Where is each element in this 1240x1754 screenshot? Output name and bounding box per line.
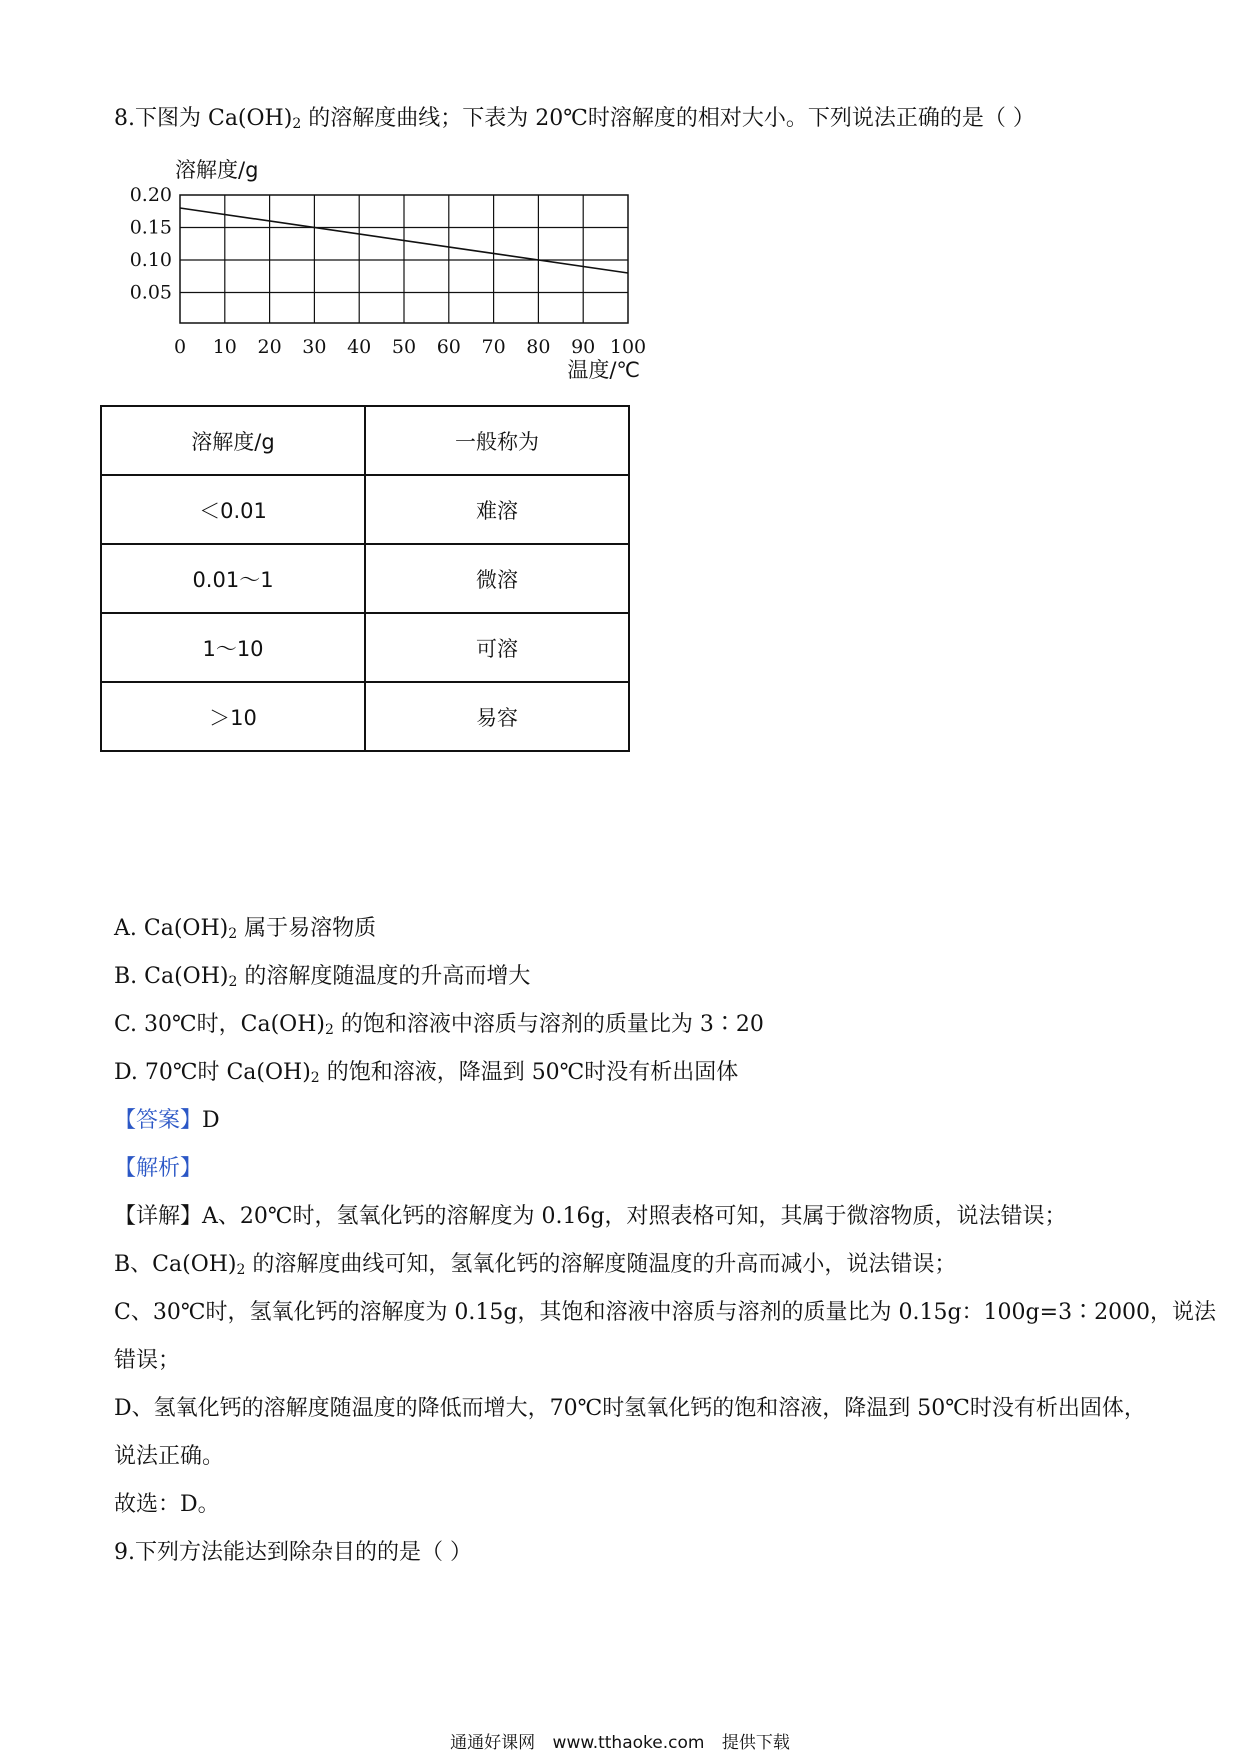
- footer-site: 通通好课网: [450, 1733, 536, 1753]
- solubility-chart: [120, 150, 660, 390]
- stem-text: 8.下图为 Ca(OH): [114, 106, 293, 131]
- x-tick-label: 100: [609, 336, 647, 358]
- option-d-text: D. 70℃时 Ca(OH): [114, 1060, 311, 1085]
- option-b-text-after: 的溶解度随温度的升高而增大: [237, 964, 531, 989]
- stem-text-after: 的溶解度曲线；下表为 20℃时溶解度的相对大小。下列说法正确的是（ ）: [301, 106, 1035, 131]
- option-b-text: B. Ca(OH): [114, 964, 229, 989]
- solubility-chart-svg: [120, 150, 660, 390]
- y-tick-label: 0.05: [129, 281, 172, 304]
- detail-line-2-text: B、Ca(OH): [114, 1252, 237, 1277]
- table-cell: 0.01～1: [101, 544, 365, 613]
- option-d-text-after: 的饱和溶液，降温到 50℃时没有析出固体: [319, 1060, 739, 1085]
- detail-line-2-subscript: 2: [236, 1262, 246, 1278]
- x-axis-label: 温度/℃: [567, 358, 640, 382]
- table-header-row: [101, 406, 629, 475]
- detail-line-2-text-after: 的溶解度曲线可知，氢氧化钙的溶解度随温度的升高而减小，说法错误；: [245, 1252, 957, 1277]
- table-cell: 易容: [365, 682, 629, 751]
- detail-line-1: 【详解】A、20℃时，氢氧化钙的溶解度为 0.16g，对照表格可知，其属于微溶物质，说法错误；: [114, 1204, 1067, 1229]
- x-tick-label: 90: [571, 336, 596, 358]
- x-tick-label: 0: [173, 336, 187, 358]
- table-cell: 微溶: [365, 544, 629, 613]
- table-row: [101, 682, 629, 751]
- option-a-subscript: 2: [228, 926, 238, 942]
- detail-line-6: 说法正确。: [114, 1444, 225, 1469]
- option-a-text-after: 属于易溶物质: [237, 916, 377, 941]
- x-tick-label: 70: [481, 336, 506, 358]
- option-c-subscript: 2: [324, 1022, 334, 1038]
- option-a-text: A. Ca(OH): [114, 916, 229, 941]
- answer-line: [114, 1106, 220, 1136]
- solubility-table: [100, 405, 630, 752]
- option-c-text: C. 30℃时，Ca(OH): [114, 1012, 325, 1037]
- option-c: [114, 1010, 764, 1045]
- y-tick-label: 0.20: [129, 184, 172, 206]
- option-b-subscript: 2: [228, 974, 238, 990]
- option-d: [114, 1058, 738, 1093]
- table-cell: 难溶: [365, 475, 629, 544]
- option-c-text-after: 的饱和溶液中溶质与溶剂的质量比为 3∶20: [333, 1012, 764, 1037]
- table-cell: 可溶: [365, 613, 629, 682]
- detail-line-3: C、30℃时，氢氧化钙的溶解度为 0.15g，其饱和溶液中溶质与溶剂的质量比为 0.15g：100g=3∶2000，说法: [114, 1300, 1217, 1325]
- table-row: [101, 544, 629, 613]
- y-axis-label: 溶解度/g: [175, 158, 259, 182]
- question-9-stem: 9.下列方法能达到除杂目的的是（ ）: [114, 1540, 472, 1565]
- option-d-subscript: 2: [310, 1070, 320, 1086]
- x-tick-label: 40: [347, 336, 372, 358]
- option-b: [114, 962, 530, 997]
- answer-label: 【答案】: [114, 1108, 203, 1133]
- y-tick-label: 0.15: [129, 216, 172, 239]
- question-8-stem: [114, 104, 1035, 139]
- detail-line-5: D、氢氧化钙的溶解度随温度的降低而增大，70℃时氢氧化钙的饱和溶液，降温到 50℃时没有析出固体，: [114, 1396, 1146, 1421]
- x-tick-label: 30: [302, 336, 327, 358]
- stem-subscript: 2: [292, 116, 302, 132]
- option-a: [114, 914, 376, 949]
- x-tick-label: 80: [526, 336, 551, 358]
- table-row: [101, 613, 629, 682]
- footer-note: 提供下载: [721, 1733, 790, 1753]
- x-tick-label: 50: [391, 336, 417, 358]
- table-cell: ＞10: [101, 682, 365, 751]
- table-row: [101, 475, 629, 544]
- x-tick-label: 60: [436, 336, 461, 358]
- x-tick-label: 20: [257, 336, 282, 358]
- detail-line-2: [114, 1250, 956, 1285]
- table-header-cell: 一般称为: [365, 406, 629, 475]
- table-header-cell: 溶解度/g: [101, 406, 365, 475]
- detail-line-7: 故选：D。: [114, 1492, 220, 1517]
- table-cell: ＜0.01: [101, 475, 365, 544]
- page-footer: [0, 1728, 1240, 1753]
- analysis-label: 【解析】: [114, 1156, 203, 1181]
- y-tick-label: 0.10: [129, 249, 172, 271]
- footer-url: www.tthaoke.com: [552, 1733, 705, 1753]
- detail-line-4: 错误；: [114, 1348, 181, 1373]
- table-cell: 1～10: [101, 613, 365, 682]
- answer-value: D: [202, 1108, 220, 1133]
- x-tick-label: 10: [212, 336, 237, 358]
- analysis-line: [114, 1154, 202, 1184]
